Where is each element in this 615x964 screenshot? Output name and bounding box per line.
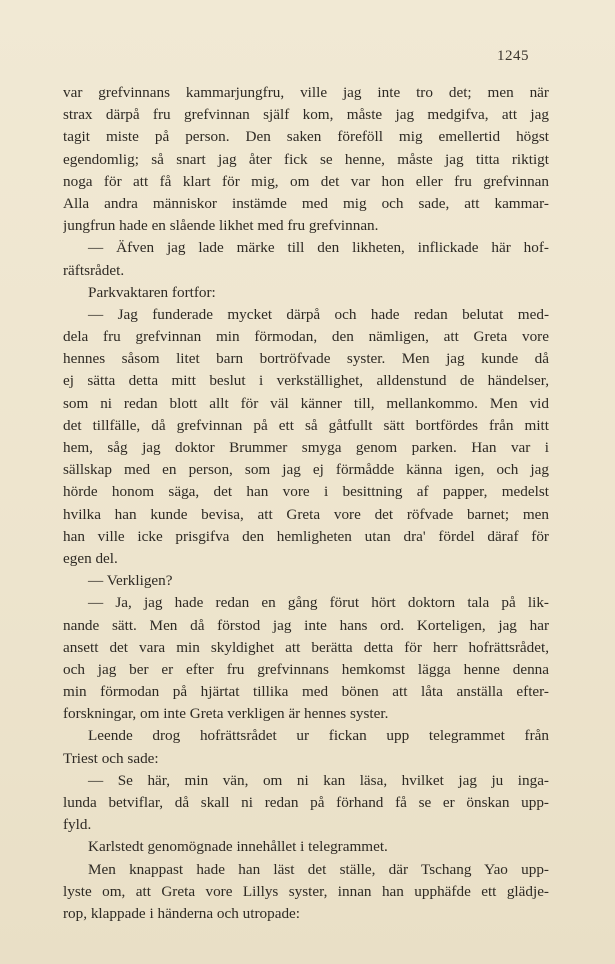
body-text: [63, 82, 549, 925]
text-line: Leende drog hofrättsrådet ur fickan upp telegrammet från: [88, 727, 549, 745]
text-line: — Verkligen?: [88, 572, 173, 590]
text-line: — Jag funderade mycket därpå och hade redan belutat med-: [88, 305, 549, 323]
text-line: Men knappast hade han läst det ställe, där Tschang Yao upp-: [88, 860, 549, 878]
text-line: Alla andra människor instämde med mig och sade, att kammar-: [63, 194, 549, 212]
text-line: strax därpå fru grefvinnan själf kom, måste jag medgifva, att jag: [63, 106, 549, 124]
text-line: det tillfälle, då grefvinnan på ett så gåtfullt sätt bortfördes från mitt: [63, 416, 549, 434]
text-line: nande sätt. Men då förstod jag inte hans ord. Korteligen, jag har: [63, 616, 549, 634]
text-line: han ville icke prisgifva den hemligheten utan dra' fördel däraf för: [63, 527, 549, 545]
text-line: ej sätta detta mitt beslut i verkställighet, alldenstund de händelser,: [63, 372, 549, 390]
text-line: rop, klappade i händerna och utropade:: [63, 904, 301, 922]
text-line: Karlstedt genomögnade innehållet i telegrammet.: [88, 838, 388, 856]
text-line: som ni redan blott allt för väl känner till, mellankommo. Men vid: [63, 394, 549, 412]
text-line: sällskap med en person, som jag ej förmådde känna igen, och jag: [63, 461, 549, 479]
text-line: Triest och sade:: [63, 749, 159, 767]
page-number: 1245: [497, 48, 529, 64]
text-line: hem, såg jag doktor Brummer smyga genom parken. Han var i: [63, 439, 549, 456]
text-line: Parkvaktaren fortfor:: [88, 283, 216, 301]
text-line: — Äfven jag lade märke till den likheten, inflickade här hof-: [88, 239, 549, 257]
text-line: min förmodan på hjärtat tillika med bönen att låta anställa efter-: [63, 683, 549, 701]
text-line: räftsrådet.: [63, 261, 125, 279]
text-line: hvilka han kunde bevisa, att Greta vore det röfvade barnet; men: [63, 505, 549, 523]
text-line: jungfrun hade en slående likhet med fru grefvinnan.: [63, 217, 379, 235]
text-line: — Ja, jag hade redan en gång förut hört doktorn tala på lik-: [88, 594, 549, 612]
text-line: tagit miste på person. Den saken föreföll mig emellertid högst: [63, 128, 549, 146]
text-line: egen del.: [63, 549, 118, 567]
text-line: ansett det vara min skyldighet att berätta detta för herr hofrättsrådet,: [63, 638, 549, 656]
text-line: dela fru grefvinnan min förmodan, den nämligen, att Greta vore: [63, 328, 549, 346]
text-line: fyld.: [63, 816, 92, 834]
text-line: egendomlig; så snart jag åter fick se henne, måste jag titta riktigt: [63, 150, 549, 168]
text-line: hörde honom säga, det han vore i besittning af papper, medelst: [63, 483, 549, 501]
text-line: forskningar, om inte Greta verkligen är hennes syster.: [63, 705, 389, 723]
text-line: noga för att få klart för mig, om det var hon eller fru grefvinnan: [63, 172, 549, 190]
text-line: hennes såsom litet barn bortröfvade syster. Men jag kunde då: [63, 350, 549, 368]
text-line: — Se här, min vän, om ni kan läsa, hvilket jag ju inga-: [88, 771, 549, 789]
text-line: lyste om, att Greta vore Lillys syster, innan han upphäfde ett glädje-: [63, 882, 549, 900]
text-line: lunda betviflar, då skall ni redan på förhand få se er önskan upp-: [63, 794, 549, 811]
text-line: och jag ber er efter fru grefvinnans hemkomst lägga henne denna: [63, 660, 549, 678]
text-line: var grefvinnans kammarjungfru, ville jag inte tro det; men när: [63, 84, 549, 101]
